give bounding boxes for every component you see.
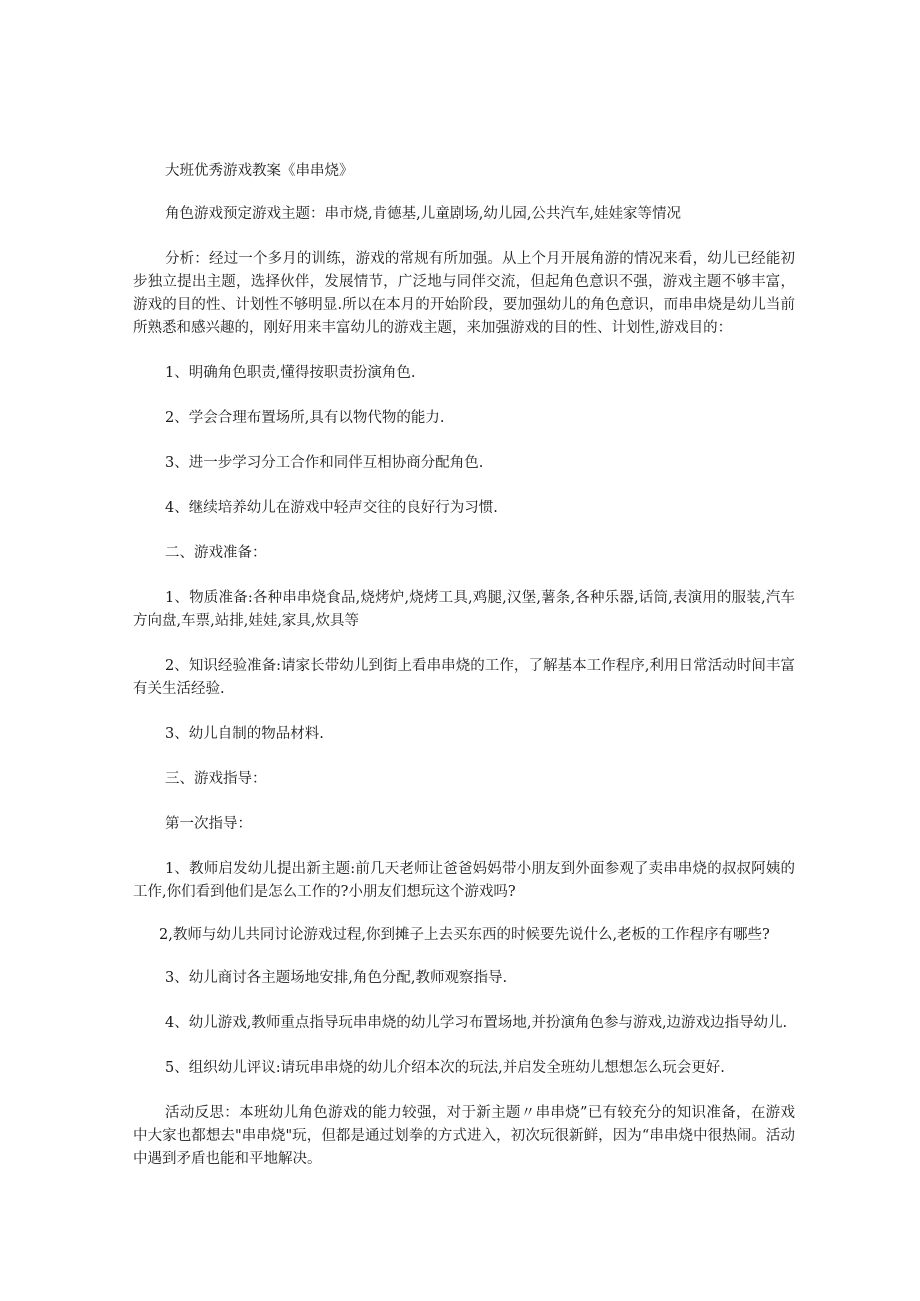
guidance-item-1: 1、教师启发幼儿提出新主题:前几天老师让爸爸妈妈带小朋友到外面参观了卖串串烧的叔叔阿姨的工作,你们看到他们是怎么工作的?小朋友们想玩这个游戏吗? bbox=[133, 861, 795, 900]
document-body bbox=[133, 160, 795, 1171]
guidance-item-4: 4、幼儿游戏,教师重点指导玩串串烧的幼儿学习布置场地,并扮演角色参与游戏,边游戏边指导幼儿. bbox=[165, 1015, 788, 1031]
section-heading-guidance: 三、游戏指导： bbox=[165, 771, 267, 787]
guidance-item-2: 2,教师与幼儿共同讨论游戏过程,你到摊子上去买东西的时候要先说什么,老板的工作程序有哪些? bbox=[159, 927, 770, 943]
subheading-first-guidance: 第一次指导： bbox=[165, 816, 252, 832]
preparation-item-2: 2、知识经验准备:请家长带幼儿到街上看串串烧的工作，了解基本工作程序,利用日常活动时间丰富有关生活经验. bbox=[133, 658, 795, 697]
document-title: 大班优秀游戏教案《串串烧》 bbox=[165, 163, 354, 179]
preparation-item-1: 1、物质准备:各种串串烧食品,烧烤炉,烧烤工具,鸡腿,汉堡,薯条,各种乐器,话筒,表演用的服装,汽车方向盘,车票,站排,娃娃,家具,炊具等 bbox=[133, 590, 795, 629]
guidance-item-5: 5、组织幼儿评议:请玩串串烧的幼儿介绍本次的玩法,并启发全班幼儿想想怎么玩会更好. bbox=[165, 1060, 725, 1076]
preparation-item-3: 3、幼儿自制的物品材料. bbox=[165, 726, 324, 742]
paragraph-reflection: 活动反思：本班幼儿角色游戏的能力较强，对于新主题〃串串烧”已有较充分的知识准备，在游戏中大家也都想去"串串烧"玩，但都是通过划拳的方式进入，初次玩很新鲜，因为“串串烧中很热闹。活动中遇到矛盾也能和平地解决。 bbox=[133, 1105, 795, 1167]
goal-item-4: 4、继续培养幼儿在游戏中轻声交往的良好行为习惯. bbox=[165, 500, 498, 516]
section-heading-preparation: 二、游戏准备： bbox=[165, 545, 267, 561]
goal-item-3: 3、进一步学习分工合作和同伴互相协商分配角色. bbox=[165, 455, 484, 471]
goal-item-2: 2、学会合理布置场所,具有以物代物的能力. bbox=[165, 410, 445, 426]
goal-item-1: 1、明确角色职责,懂得按职责扮演角色. bbox=[165, 365, 416, 381]
paragraph-themes: 角色游戏预定游戏主题：串市烧,肯德基,儿童剧场,幼儿园,公共汽车,娃娃家等情况 bbox=[165, 206, 682, 222]
paragraph-analysis: 分析：经过一个多月的训练，游戏的常规有所加强。从上个月开展角游的情况来看，幼儿已经能初步独立提出主题，选择伙伴，发展情节，广泛地与同伴交流，但起角色意识不强，游戏主题不够丰富，游戏的目的性、计划性不够明显.所以在本月的开始阶段，要加强幼儿的角色意识，而串串烧是幼儿当前所熟悉和感兴趣的，刚好用来丰富幼儿的游戏主题，来加强游戏的目的性、计划性,游戏目的： bbox=[133, 251, 795, 336]
guidance-item-3: 3、幼儿商讨各主题场地安排,角色分配,教师观察指导. bbox=[165, 970, 508, 986]
